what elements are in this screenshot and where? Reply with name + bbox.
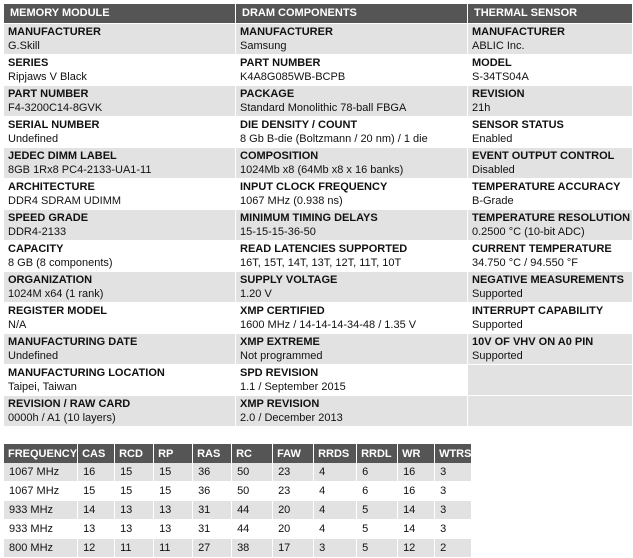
field-value: 8 Gb B-die (Boltzmann / 20 nm) / 1 die <box>240 133 428 145</box>
memory-module-row <box>4 241 236 272</box>
field-label: XMP REVISION <box>240 398 320 410</box>
timing-row <box>4 539 472 558</box>
memory-module-row <box>4 55 236 86</box>
field-label: XMP CERTIFIED <box>240 305 325 317</box>
timing-cell: 31 <box>193 501 232 520</box>
thermal-sensor-row <box>468 365 633 396</box>
field-value: 8 GB (8 components) <box>8 257 113 269</box>
dram-components-row <box>236 148 468 179</box>
memory-module-row <box>4 117 236 148</box>
field-value: Supported <box>472 288 523 300</box>
field-label: EVENT OUTPUT CONTROL <box>472 150 615 162</box>
spd-info-grid <box>4 4 633 427</box>
timing-cell: 12 <box>398 539 435 558</box>
dram-components-row <box>236 117 468 148</box>
timing-cell: 4 <box>314 501 357 520</box>
timing-cell: 800 MHz <box>4 539 78 558</box>
thermal-sensor-row <box>468 334 633 365</box>
timing-cell: 5 <box>357 520 398 539</box>
field-label: REGISTER MODEL <box>8 305 108 317</box>
timing-cell: 23 <box>273 482 314 501</box>
thermal-sensor-row <box>468 210 633 241</box>
timing-cell: 14 <box>398 501 435 520</box>
field-value: 16T, 15T, 14T, 13T, 12T, 11T, 10T <box>240 257 402 269</box>
field-label: REVISION / RAW CARD <box>8 398 131 410</box>
timing-cell: 15 <box>115 463 154 482</box>
timing-cell: 16 <box>78 463 115 482</box>
dram-components-row <box>236 241 468 272</box>
field-value: Taipei, Taiwan <box>8 381 77 393</box>
thermal-sensor-row <box>468 241 633 272</box>
timing-cell: 20 <box>273 520 314 539</box>
memory-module-row <box>4 396 236 427</box>
dram-components-row <box>236 272 468 303</box>
timing-cell: 1067 MHz <box>4 482 78 501</box>
field-label: DIE DENSITY / COUNT <box>240 119 358 131</box>
timing-cell: 6 <box>357 482 398 501</box>
field-label: ARCHITECTURE <box>8 181 95 193</box>
field-value: 2.0 / December 2013 <box>240 412 343 424</box>
field-label: MANUFACTURING LOCATION <box>8 367 165 379</box>
dram-components-row <box>236 86 468 117</box>
field-value: DDR4-2133 <box>8 226 67 238</box>
timing-table <box>4 444 472 558</box>
field-label: NEGATIVE MEASUREMENTS <box>472 274 624 286</box>
timing-cell: 44 <box>232 501 273 520</box>
timing-table-header <box>4 444 472 463</box>
timing-row <box>4 520 472 539</box>
memory-module-row <box>4 179 236 210</box>
field-label: SERIES <box>8 57 49 69</box>
memory-module-row <box>4 86 236 117</box>
field-label: MANUFACTURER <box>472 26 565 38</box>
field-value: 34.750 °C / 94.550 °F <box>472 257 579 269</box>
memory-module-row <box>4 272 236 303</box>
field-value: 15-15-15-36-50 <box>240 226 316 238</box>
field-label: PART NUMBER <box>8 88 89 100</box>
field-label: XMP EXTREME <box>240 336 320 348</box>
field-label: MANUFACTURER <box>240 26 333 38</box>
timing-cell: 50 <box>232 482 273 501</box>
field-label: MANUFACTURER <box>8 26 101 38</box>
timing-cell: 50 <box>232 463 273 482</box>
field-label: 10V OF VHV ON A0 PIN <box>472 336 594 348</box>
timing-col-header: WR <box>398 444 435 463</box>
timing-cell: 13 <box>115 501 154 520</box>
timing-cell: 13 <box>154 520 193 539</box>
timing-cell: 6 <box>357 463 398 482</box>
memory-module-row <box>4 365 236 396</box>
timing-col-header: FREQUENCY <box>4 444 78 463</box>
field-value: 21h <box>472 102 491 114</box>
memory-module-header: MEMORY MODULE <box>4 4 236 24</box>
field-label: SPD REVISION <box>240 367 319 379</box>
field-value: 1024M x64 (1 rank) <box>8 288 104 300</box>
field-value: K4A8G085WB-BCPB <box>240 71 346 83</box>
field-label: SENSOR STATUS <box>472 119 564 131</box>
field-value: 0.2500 °C (10-bit ADC) <box>472 226 585 238</box>
thermal-sensor-header: THERMAL SENSOR <box>468 4 633 24</box>
field-value: B-Grade <box>472 195 514 207</box>
memory-module-row <box>4 303 236 334</box>
thermal-sensor-row <box>468 117 633 148</box>
field-value: S-34TS04A <box>472 71 529 83</box>
timing-col-header: RRDL <box>357 444 398 463</box>
field-value: 1600 MHz / 14-14-14-34-48 / 1.35 V <box>240 319 417 331</box>
field-label: MINIMUM TIMING DELAYS <box>240 212 378 224</box>
field-value: N/A <box>8 319 27 331</box>
timing-cell: 36 <box>193 482 232 501</box>
timing-cell: 933 MHz <box>4 520 78 539</box>
timing-cell: 4 <box>314 463 357 482</box>
timing-cell: 933 MHz <box>4 501 78 520</box>
field-value: F4-3200C14-8GVK <box>8 102 103 114</box>
timing-cell: 2 <box>435 539 472 558</box>
thermal-sensor-row <box>468 86 633 117</box>
timing-cell: 3 <box>435 501 472 520</box>
dram-components-row <box>236 303 468 334</box>
field-label: PART NUMBER <box>240 57 321 69</box>
field-value: Undefined <box>8 133 59 145</box>
field-value: Enabled <box>472 133 513 145</box>
field-value: 1024Mb x8 (64Mb x8 x 16 banks) <box>240 164 404 176</box>
timing-col-header: RC <box>232 444 273 463</box>
field-value: 0000h / A1 (10 layers) <box>8 412 116 424</box>
field-label: SPEED GRADE <box>8 212 89 224</box>
field-value: G.Skill <box>8 40 40 52</box>
memory-module-row <box>4 148 236 179</box>
timing-cell: 20 <box>273 501 314 520</box>
field-value: Not programmed <box>240 350 323 362</box>
field-value: DDR4 SDRAM UDIMM <box>8 195 122 207</box>
field-label: MANUFACTURING DATE <box>8 336 138 348</box>
timing-col-header: WTRS <box>435 444 472 463</box>
timing-cell: 14 <box>398 520 435 539</box>
timing-col-header: CAS <box>78 444 115 463</box>
timing-cell: 11 <box>154 539 193 558</box>
timing-cell: 31 <box>193 520 232 539</box>
timing-cell: 15 <box>154 482 193 501</box>
timing-cell: 1067 MHz <box>4 463 78 482</box>
timing-cell: 15 <box>154 463 193 482</box>
field-label: CURRENT TEMPERATURE <box>472 243 612 255</box>
field-label: PACKAGE <box>240 88 295 100</box>
field-value: Supported <box>472 350 523 362</box>
timing-col-header: RP <box>154 444 193 463</box>
timing-cell: 13 <box>154 501 193 520</box>
timing-cell: 4 <box>314 482 357 501</box>
timing-cell: 3 <box>435 520 472 539</box>
memory-module-row <box>4 24 236 55</box>
field-label: READ LATENCIES SUPPORTED <box>240 243 408 255</box>
thermal-sensor-row <box>468 55 633 86</box>
memory-module-row <box>4 210 236 241</box>
timing-cell: 16 <box>398 463 435 482</box>
memory-module-row <box>4 334 236 365</box>
timing-cell: 12 <box>78 539 115 558</box>
dram-components-row <box>236 179 468 210</box>
field-value: Ripjaws V Black <box>8 71 87 83</box>
timing-cell: 16 <box>398 482 435 501</box>
dram-components-header: DRAM COMPONENTS <box>236 4 468 24</box>
timing-cell: 3 <box>435 482 472 501</box>
timing-cell: 11 <box>115 539 154 558</box>
timing-cell: 14 <box>78 501 115 520</box>
thermal-sensor-row <box>468 396 633 427</box>
timing-col-header: RCD <box>115 444 154 463</box>
field-value: Supported <box>472 319 523 331</box>
field-label: TEMPERATURE RESOLUTION <box>472 212 631 224</box>
thermal-sensor-row <box>468 272 633 303</box>
field-value: 1067 MHz (0.938 ns) <box>240 195 343 207</box>
field-value: 1.20 V <box>240 288 272 300</box>
dram-components-row <box>236 396 468 427</box>
field-value: 1.1 / September 2015 <box>240 381 346 393</box>
field-label: MODEL <box>472 57 512 69</box>
thermal-sensor-row <box>468 303 633 334</box>
timing-cell: 27 <box>193 539 232 558</box>
field-label: REVISION <box>472 88 525 100</box>
timing-cell: 44 <box>232 520 273 539</box>
timing-col-header: RRDS <box>314 444 357 463</box>
dram-components-row <box>236 365 468 396</box>
timing-row <box>4 501 472 520</box>
timing-cell: 36 <box>193 463 232 482</box>
timing-col-header: RAS <box>193 444 232 463</box>
field-label: JEDEC DIMM LABEL <box>8 150 117 162</box>
field-label: ORGANIZATION <box>8 274 93 286</box>
dram-components-row <box>236 334 468 365</box>
timing-row <box>4 463 472 482</box>
timing-cell: 15 <box>78 482 115 501</box>
timing-cell: 23 <box>273 463 314 482</box>
timing-cell: 15 <box>115 482 154 501</box>
timing-cell: 3 <box>314 539 357 558</box>
dram-components-row <box>236 210 468 241</box>
field-value: Undefined <box>8 350 59 362</box>
field-label: SUPPLY VOLTAGE <box>240 274 338 286</box>
field-value: Standard Monolithic 78-ball FBGA <box>240 102 407 114</box>
dram-components-row <box>236 55 468 86</box>
timing-cell: 17 <box>273 539 314 558</box>
timing-cell: 38 <box>232 539 273 558</box>
timing-cell: 4 <box>314 520 357 539</box>
field-label: INPUT CLOCK FREQUENCY <box>240 181 388 193</box>
thermal-sensor-row <box>468 179 633 210</box>
field-label: INTERRUPT CAPABILITY <box>472 305 604 317</box>
field-value: ABLIC Inc. <box>472 40 525 52</box>
timing-row <box>4 482 472 501</box>
field-value: Disabled <box>472 164 515 176</box>
field-label: TEMPERATURE ACCURACY <box>472 181 621 193</box>
field-value: Samsung <box>240 40 287 52</box>
timing-cell: 3 <box>435 463 472 482</box>
timing-cell: 13 <box>78 520 115 539</box>
timing-cell: 5 <box>357 539 398 558</box>
timing-cell: 5 <box>357 501 398 520</box>
thermal-sensor-row <box>468 24 633 55</box>
timing-cell: 13 <box>115 520 154 539</box>
field-label: COMPOSITION <box>240 150 319 162</box>
dram-components-row <box>236 24 468 55</box>
timing-col-header: FAW <box>273 444 314 463</box>
field-label: SERIAL NUMBER <box>8 119 100 131</box>
field-value: 8GB 1Rx8 PC4-2133-UA1-11 <box>8 164 152 176</box>
field-label: CAPACITY <box>8 243 64 255</box>
thermal-sensor-row <box>468 148 633 179</box>
